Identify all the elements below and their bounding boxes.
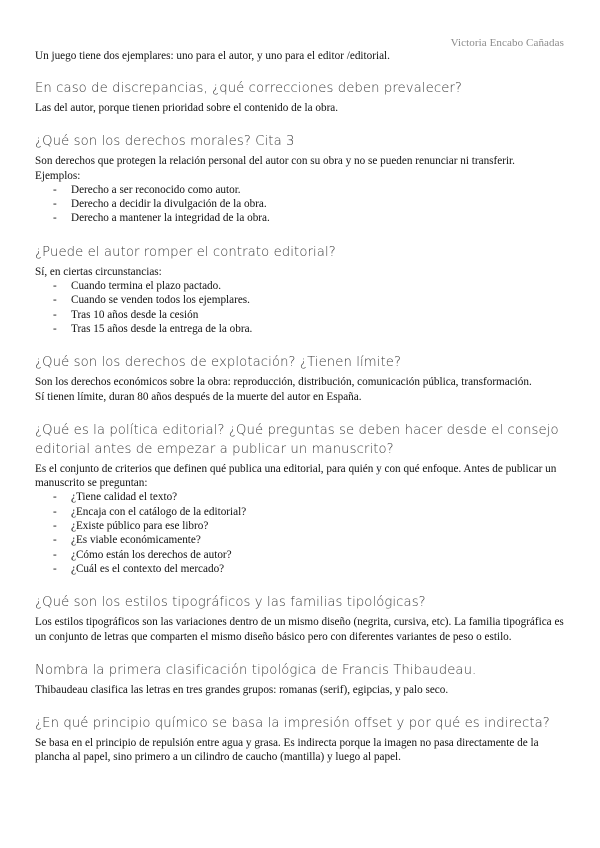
list-item-text: Tras 15 años desde la entrega de la obra. bbox=[71, 322, 253, 335]
list-item-text: Derecho a decidir la divulgación de la obra. bbox=[71, 198, 267, 211]
author-header: Victoria Encabo Cañadas bbox=[450, 37, 564, 49]
list-item: - Cuando termina el plazo pactado. bbox=[53, 280, 222, 293]
document-body bbox=[35, 49, 565, 782]
bullet-list bbox=[35, 279, 565, 336]
list-item-text: ¿Es viable económicamente? bbox=[71, 534, 201, 547]
answer-paragraph: Sí tienen límite, duran 80 años después de la muerte del autor en España. bbox=[35, 390, 362, 403]
list-item-text: Derecho a mantener la integridad de la obra. bbox=[71, 212, 270, 225]
list-item-text: ¿Cómo están los derechos de autor? bbox=[71, 548, 232, 561]
list-item: - ¿Existe público para ese libro? bbox=[53, 520, 209, 533]
answer-paragraph: Es el conjunto de criterios que definen qué publica una editorial, para quién y con qué enfoque. Antes de publicar un manuscrito se preguntan: bbox=[35, 462, 557, 490]
answer-paragraph: Los estilos tipográficos son las variaciones dentro de un mismo diseño (negrita, cursiva, etc). La familia tipográfica es un conjunto de letras que comparten el mismo diseño básico pero con diferentes variantes de peso o estilo. bbox=[35, 616, 564, 643]
list-item: - Tras 10 años desde la cesión bbox=[53, 308, 199, 321]
examples-label: Ejemplos: bbox=[35, 169, 81, 182]
qa-section-editorial-policy bbox=[35, 421, 565, 576]
question-heading: En caso de discrepancias, ¿qué correcciones deben prevalecer? bbox=[35, 81, 463, 96]
question-heading: ¿Qué son los derechos morales? Cita 3 bbox=[35, 134, 295, 150]
list-item: - Derecho a ser reconocido como autor. bbox=[53, 183, 241, 196]
qa-section-offset bbox=[35, 714, 565, 765]
list-item: - Derecho a mantener la integridad de la obra. bbox=[53, 212, 270, 225]
question-heading: ¿Puede el autor romper el contrato editorial? bbox=[35, 244, 336, 260]
qa-section-type-styles bbox=[35, 593, 565, 644]
list-item-text: ¿Tiene calidad el texto? bbox=[71, 491, 178, 504]
list-item-text: Tras 10 años desde la cesión bbox=[71, 308, 199, 321]
list-item: - Derecho a decidir la divulgación de la obra. bbox=[53, 198, 267, 211]
list-item-text: ¿Encaja con el catálogo de la editorial? bbox=[71, 505, 247, 518]
answer-paragraph: Las del autor, porque tienen prioridad sobre el contenido de la obra. bbox=[35, 102, 339, 114]
qa-section-moral-rights bbox=[35, 132, 565, 225]
list-item-text: ¿Cuál es el contexto del mercado? bbox=[71, 562, 225, 575]
list-item-text: Cuando termina el plazo pactado. bbox=[71, 280, 222, 293]
list-item: - ¿Es viable económicamente? bbox=[53, 534, 201, 547]
qa-section-exploitation-rights bbox=[35, 353, 565, 404]
list-item-text: Cuando se venden todos los ejemplares. bbox=[71, 294, 250, 307]
list-item: - ¿Cómo están los derechos de autor? bbox=[53, 548, 232, 561]
list-item: - Cuando se venden todos los ejemplares. bbox=[53, 294, 250, 307]
bullet-list bbox=[35, 183, 565, 226]
question-heading: ¿Qué es la política editorial? ¿Qué preguntas se deben hacer desde el consejo editorial antes de empezar a publicar un manuscrito? bbox=[35, 422, 559, 457]
list-item: - ¿Tiene calidad el texto? bbox=[53, 491, 178, 504]
answer-paragraph: Sí, en ciertas circunstancias: bbox=[35, 265, 162, 278]
question-heading: ¿Qué son los derechos de explotación? ¿Tienen límite? bbox=[35, 355, 402, 371]
question-heading: ¿En qué principio químico se basa la impresión offset y por qué es indirecta? bbox=[35, 716, 550, 732]
intro-paragraph: Un juego tiene dos ejemplares: uno para el autor, y uno para el editor /editorial. bbox=[35, 50, 390, 62]
qa-section-break-contract bbox=[35, 243, 565, 336]
answer-paragraph: Se basa en el principio de repulsión entre agua y grasa. Es indirecta porque la imagen no pasa directamente de la plancha al papel, sino primero a un cilindro de caucho (mantilla) y luego al papel. bbox=[35, 737, 539, 764]
list-item: - Tras 15 años desde la entrega de la obra. bbox=[53, 322, 253, 335]
list-item: - ¿Cuál es el contexto del mercado? bbox=[53, 562, 225, 575]
list-item-text: Derecho a ser reconocido como autor. bbox=[71, 183, 241, 196]
qa-section-prevail bbox=[35, 79, 565, 115]
answer-paragraph: Thibaudeau clasifica las letras en tres grandes grupos: romanas (serif), egipcias, y palo seco. bbox=[35, 683, 449, 696]
list-item: - ¿Encaja con el catálogo de la editorial? bbox=[53, 505, 247, 518]
bullet-list bbox=[35, 490, 565, 576]
answer-paragraph: Son derechos que protegen la relación personal del autor con su obra y no se pueden renunciar ni transferir. bbox=[35, 155, 515, 168]
qa-section-thibaudeau bbox=[35, 661, 565, 697]
question-heading: Nombra la primera clasificación tipológica de Francis Thibaudeau. bbox=[35, 662, 477, 678]
question-heading: ¿Qué son los estilos tipográficos y las familias tipológicas? bbox=[35, 595, 426, 611]
list-item-text: ¿Existe público para ese libro? bbox=[71, 520, 209, 533]
answer-paragraph: Son los derechos económicos sobre la obra: reproducción, distribución, comunicación pública, transformación. bbox=[35, 376, 532, 389]
